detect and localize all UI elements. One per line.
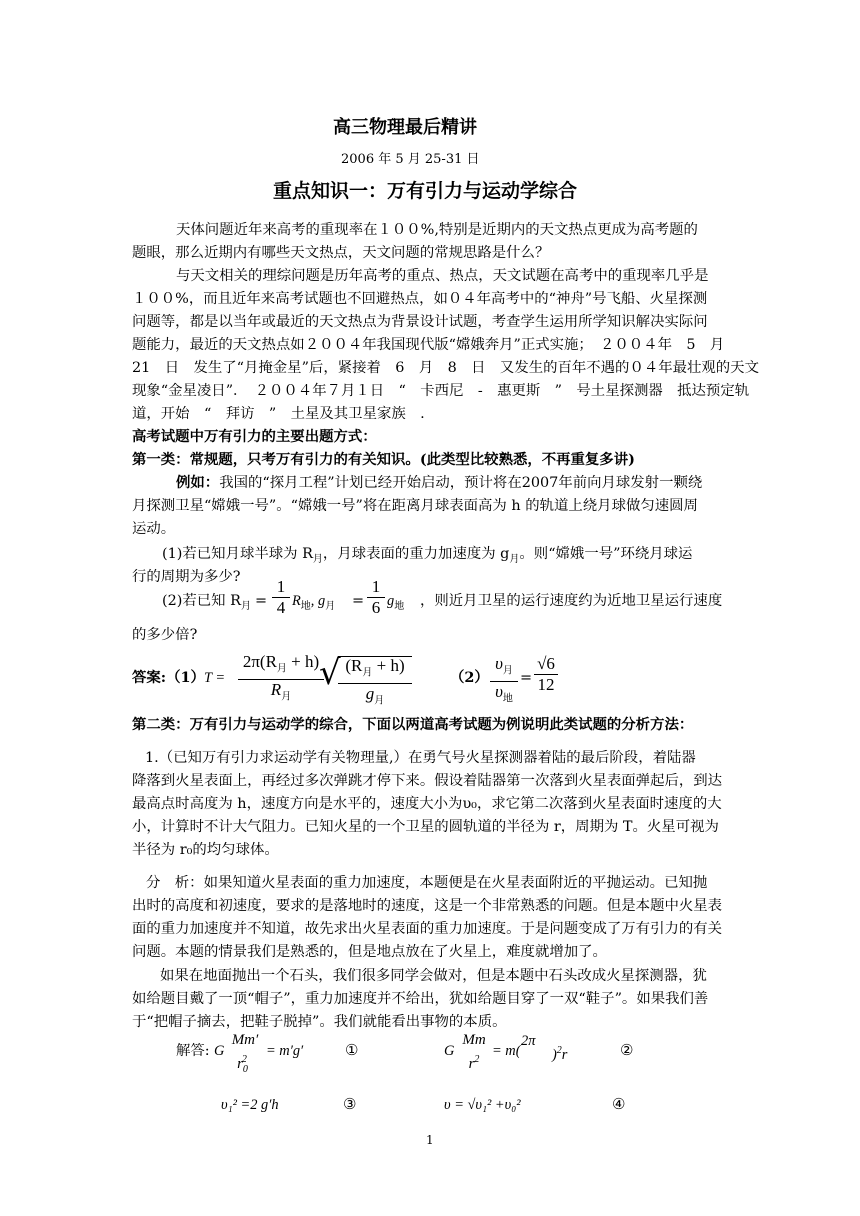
intro-line: 题能力，最近的天文热点如２００４年我国现代版“嫦娥奔月”正式实施； ２００４年 5 月 bbox=[132, 337, 725, 353]
q2-g-earth: $g_地$ bbox=[387, 593, 405, 612]
circled-number: ③ bbox=[343, 1095, 357, 1113]
eq2-tail: )$^2$r bbox=[552, 1045, 568, 1063]
q2-text-a: (2)若已知 R bbox=[162, 593, 241, 609]
circled-number: ② bbox=[620, 1041, 634, 1059]
analysis-line: 如果在地面抛出一个石头，我们很多同学会做对，但是本题中石头改成火星探测器，犹 bbox=[160, 968, 707, 984]
q2-R-earth: $R_地$, $g_月$ bbox=[292, 593, 336, 612]
eq1-rhs: = m′g′ bbox=[266, 1043, 304, 1059]
eq2-G: G bbox=[444, 1043, 455, 1059]
sub-earth: 地 bbox=[394, 600, 405, 612]
answer-2-value: √6 12 bbox=[534, 654, 558, 695]
intro-line: 天体问题近年来高考的重现率在１００%,特别是近期内的天文热点更成为高考题的 bbox=[176, 222, 698, 238]
problem-line: 降落到火星表面上，再经过多次弹跳才停下来。假设着陆器第一次落到火星表面弹起后，到达 bbox=[132, 773, 723, 789]
example-text: 我国的“探月工程”计划已经开始启动，预计将在2007年前向月球发射一颗绕 bbox=[219, 475, 703, 491]
page-number: 1 bbox=[426, 1133, 434, 1147]
section-title: 重点知识一：万有引力与运动学综合 bbox=[273, 180, 578, 202]
answer-1-sqrt-fraction: $(R_月 + h)$ $g_月$ bbox=[338, 656, 412, 712]
example-line bbox=[176, 474, 702, 492]
q2-sub: 月 bbox=[240, 600, 251, 612]
question-1-line2: 行的周期为多少? bbox=[132, 569, 241, 585]
question-2-line2: 的多少倍? bbox=[132, 627, 198, 643]
sqrt-sign: √ bbox=[319, 653, 341, 693]
problem-line: 最高点时高度为 h，速度方向是水平的，速度大小为υ₀，求它第二次落到火星表面时速度的大 bbox=[132, 796, 722, 812]
eq2-2pi: 2π bbox=[521, 1033, 536, 1049]
analysis-line: 于“把帽子摘去，把鞋子脱掉”。我们就能看出事物的本质。 bbox=[132, 1014, 507, 1030]
problem-line: 小，计算时不计大气阻力。已知火星的一个卫星的圆轨道的半径为 r，周期为 T。火星可视为 bbox=[132, 819, 719, 835]
type1-heading: 第一类：常规题，只考万有引力的有关知识。(此类型比较熟悉，不再重复多讲) bbox=[132, 451, 635, 468]
question-2 bbox=[162, 592, 251, 616]
question-2-tail: ，则近月卫星的运行速度约为近地卫星运行速度 bbox=[420, 593, 723, 609]
analysis-line: 分 析：如果知道火星表面的重力加速度，本题便是在火星表面附近的平抛运动。已知抛 bbox=[146, 875, 708, 891]
solution-label: 解答: bbox=[176, 1043, 210, 1059]
example-line: 月探测卫星“嫦娥一号”。“嫦娥一号”将在距离月球表面高为 h 的轨道上绕月球做匀速圆周 bbox=[132, 498, 698, 514]
document-date: 2006 年 5 月 25-31 日 bbox=[341, 152, 480, 167]
eq4: υ = √υ₁² +υ₀² bbox=[444, 1097, 521, 1113]
q1-text-b: ，月球表面的重力加速度为 g bbox=[322, 546, 510, 562]
intro-line: 道，开始 “ 拜访 ” 土星及其卫星家族 . bbox=[132, 406, 425, 422]
sub-moon: 月 bbox=[325, 600, 336, 612]
intro-line: １００%，而且近年来高考试题也不回避热点，如０４年高考中的“神舟”号飞船、火星探测 bbox=[132, 291, 708, 307]
answer-1-fraction: $2\pi(R_月 + h)$ $R_月$ bbox=[238, 652, 324, 708]
analysis-line: 问题。本题的情景我们是熟悉的，但是地点放在了火星上，难度就增加了。 bbox=[132, 944, 607, 960]
type2-heading: 第二类：万有引力与运动学的综合，下面以两道高考试题为例说明此类试题的分析方法： bbox=[132, 716, 694, 733]
eq1-G: G bbox=[214, 1043, 225, 1059]
eq3: υ₁² =2 g′h bbox=[221, 1097, 279, 1113]
fraction-one-quarter: 1 4 bbox=[272, 577, 290, 618]
answer-2-eq: = bbox=[520, 670, 533, 686]
analysis-line: 面的重力加速度并不知道，故先求出火星表面的重力加速度。于是问题变成了万有引力的有关 bbox=[132, 921, 723, 937]
intro-line: 现象“金星凌日”． ２００４年７月１日 “ 卡西尼 - 惠更斯 ” 号土星探测器 抵达预定轨 bbox=[132, 383, 750, 399]
intro-line: 21 日 发生了“月掩金星”后，紧接着 6 月 8 日 又发生的百年不遇的０４年最壮观的天文 bbox=[132, 360, 759, 376]
problem-line: 半径为 r₀的均匀球体。 bbox=[132, 842, 279, 858]
q1-sub: 月 bbox=[312, 553, 323, 565]
intro-line: 与天文相关的理综问题是历年高考的重点、热点，天文试题在高考中的重现率几乎是 bbox=[176, 268, 709, 284]
intro-line: 题眼，那么近期内有哪些天文热点，天文问题的常规思路是什么？ bbox=[132, 245, 550, 261]
fraction-one-sixth: 1 6 bbox=[367, 577, 385, 618]
document-title: 高三物理最后精讲 bbox=[333, 117, 477, 138]
eq1-fraction: Mm′ $r_0^2$ bbox=[231, 1032, 259, 1075]
answer-2-label: （2） bbox=[450, 669, 489, 686]
analysis-line: 如给题目戴了一顶“帽子”，重力加速度并不给出，犹如给题目穿了一双“鞋子”。如果我们善 bbox=[132, 991, 709, 1007]
problem-line: 1.（已知万有引力求运动学有关物理量,）在勇气号火星探测器着陆的最后阶段，着陆器 bbox=[145, 750, 696, 766]
sub-earth: 地 bbox=[300, 600, 311, 612]
example-label: 例如： bbox=[176, 474, 220, 491]
example-line: 运动。 bbox=[132, 521, 176, 537]
circled-number: ④ bbox=[612, 1095, 626, 1113]
analysis-line: 出时的高度和初速度，要求的是落地时的速度，这是一个非常熟悉的问题。但是本题中火星表 bbox=[132, 898, 723, 914]
eq2-rhs: = m( bbox=[492, 1043, 521, 1059]
intro-line: 问题等，都是以当年或最近的天文热点为背景设计试题，考查学生运用所学知识解决实际问 bbox=[132, 314, 708, 330]
methods-heading: 高考试题中万有引力的主要出题方式： bbox=[132, 428, 377, 445]
q1-text-c: 。则“嫦娥一号”环绕月球运 bbox=[519, 546, 693, 562]
eq2-fraction: Mm $r^2$ bbox=[462, 1032, 486, 1072]
answer-T: T = bbox=[204, 670, 226, 686]
circled-number: ① bbox=[345, 1041, 359, 1059]
q1-sub: 月 bbox=[509, 553, 520, 565]
q1-text-a: (1)若已知月球半球为 R bbox=[162, 546, 313, 562]
answer-label: 答案:（1） bbox=[132, 669, 205, 686]
q2-eq-sign: = bbox=[255, 593, 268, 609]
question-1 bbox=[162, 545, 692, 569]
q2-eq-sign: = bbox=[352, 593, 365, 609]
answer-2-ratio: $\upsilon_月$ $\upsilon_地$ bbox=[490, 654, 518, 710]
